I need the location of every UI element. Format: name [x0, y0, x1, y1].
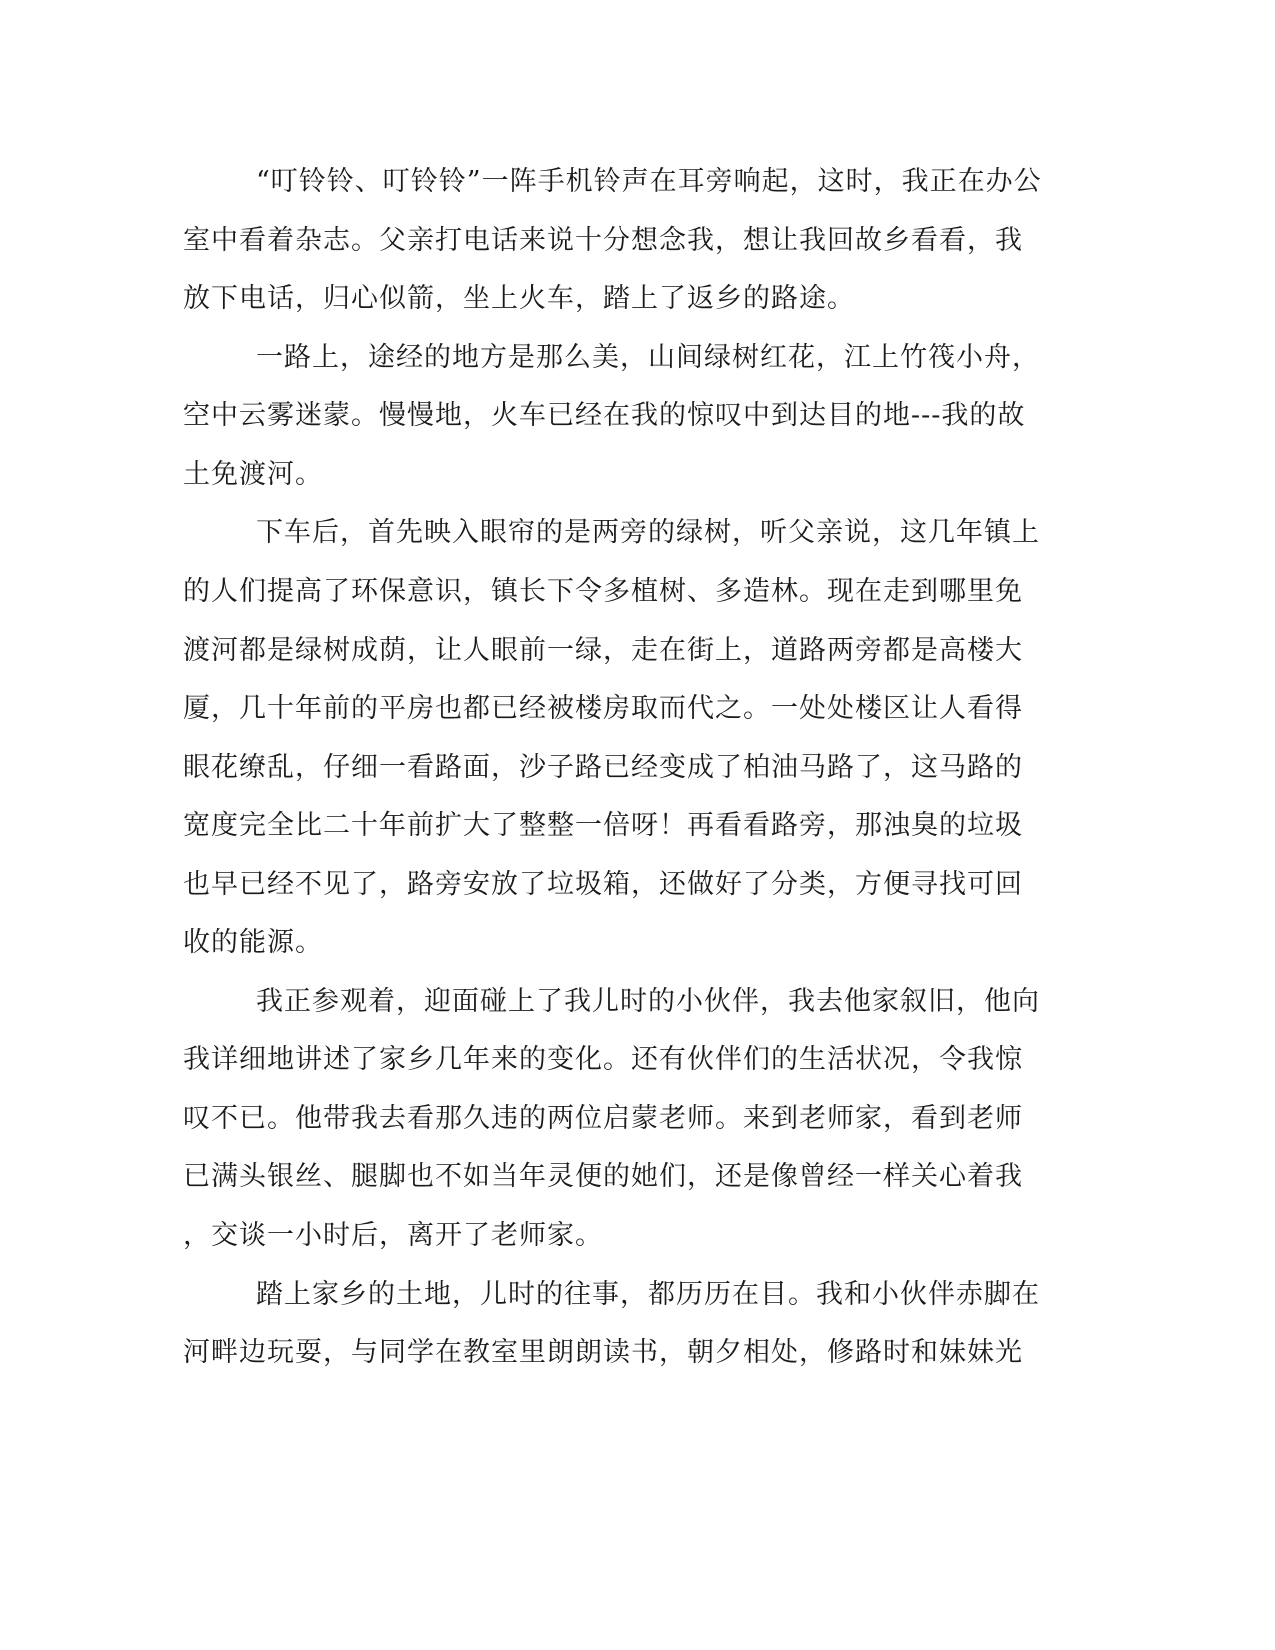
- paragraph-3-line-7: 也早已经不见了，路旁安放了垃圾箱，还做好了分类，方便寻找可回: [183, 869, 1023, 900]
- paragraph-3-line-1: 下车后，首先映入眼帘的是两旁的绿树，听父亲说，这几年镇上: [256, 517, 1040, 548]
- paragraph-1-line-2: 室中看着杂志。父亲打电话来说十分想念我，想让我回故乡看看，我: [183, 225, 1023, 256]
- paragraph-1-line-3: 放下电话，归心似箭，坐上火车，踏上了返乡的路途。: [183, 283, 855, 314]
- paragraph-4-line-2: 我详细地讲述了家乡几年来的变化。还有伙伴们的生活状况，令我惊: [183, 1044, 1023, 1075]
- paragraph-3-line-2: 的人们提高了环保意识，镇长下令多植树、多造林。现在走到哪里免: [183, 576, 1023, 607]
- paragraph-5-line-1: 踏上家乡的土地，儿时的往事，都历历在目。我和小伙伴赤脚在: [256, 1279, 1040, 1310]
- paragraph-4-line-5: ，交谈一小时后，离开了老师家。: [183, 1220, 603, 1251]
- paragraph-3-line-8: 收的能源。: [183, 927, 323, 958]
- paragraph-2-line-1: 一路上，途经的地方是那么美，山间绿树红花，江上竹筏小舟，: [256, 342, 1040, 373]
- paragraph-4-line-4: 已满头银丝、腿脚也不如当年灵便的她们，还是像曾经一样关心着我: [183, 1161, 1023, 1192]
- paragraph-2-line-2: 空中云雾迷蒙。慢慢地，火车已经在我的惊叹中到达目的地---我的故: [183, 400, 1026, 431]
- paragraph-3-line-5: 眼花缭乱，仔细一看路面，沙子路已经变成了柏油马路了，这马路的: [183, 752, 1023, 783]
- paragraph-2-line-3: 土免渡河。: [183, 459, 323, 490]
- paragraph-3-line-6: 宽度完全比二十年前扩大了整整一倍呀！再看看路旁，那浊臭的垃圾: [183, 810, 1023, 841]
- paragraph-4-line-3: 叹不已。他带我去看那久违的两位启蒙老师。来到老师家，看到老师: [183, 1103, 1023, 1134]
- paragraph-5-line-2: 河畔边玩耍，与同学在教室里朗朗读书，朝夕相处，修路时和妹妹光: [183, 1337, 1023, 1368]
- paragraph-4-line-1: 我正参观着，迎面碰上了我儿时的小伙伴，我去他家叙旧，他向: [256, 986, 1040, 1017]
- paragraph-3-line-4: 厦，几十年前的平房也都已经被楼房取而代之。一处处楼区让人看得: [183, 693, 1023, 724]
- paragraph-1-line-1: “叮铃铃、叮铃铃”一阵手机铃声在耳旁响起，这时，我正在办公: [256, 166, 1042, 197]
- paragraph-3-line-3: 渡河都是绿树成荫，让人眼前一绿，走在街上，道路两旁都是高楼大: [183, 635, 1023, 666]
